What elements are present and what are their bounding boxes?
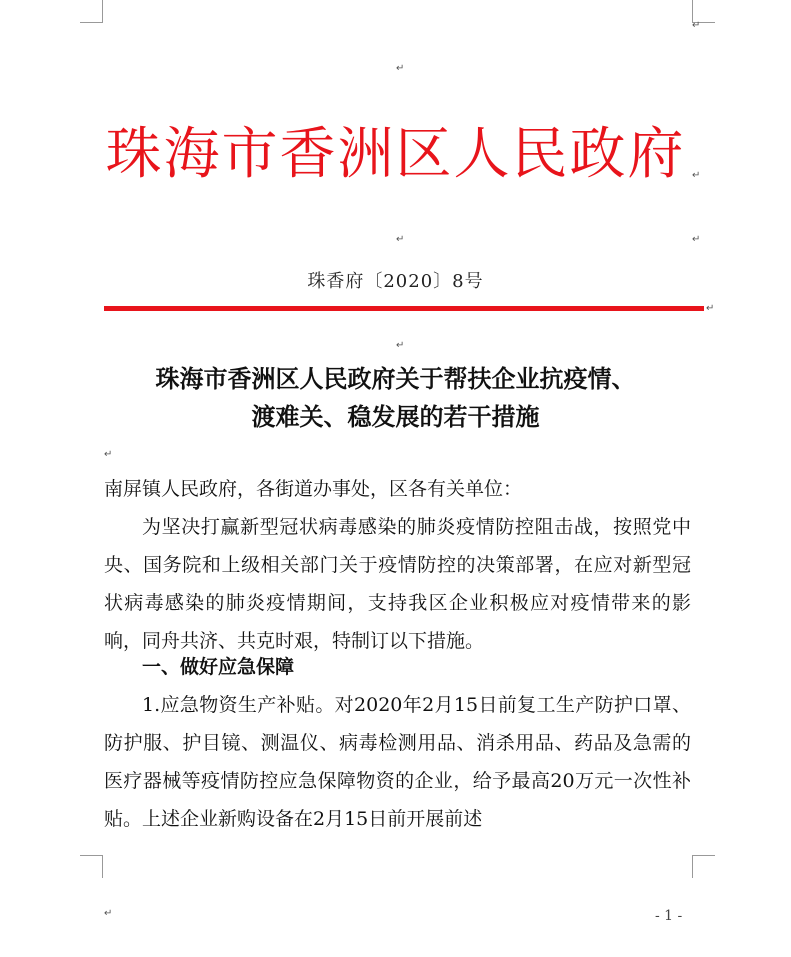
intro-paragraph: 为坚决打赢新型冠状病毒感染的肺炎疫情防控阻击战，按照党中央、国务院和上级相关部门关于疫情防控的决策部署，在应对新型冠状病毒感染的肺炎疫情期间，支持我区企业积极应对疫情带来的影响，同舟共济、共克时艰，特制订以下措施。 (104, 516, 691, 652)
paragraph-mark: ↵ (692, 234, 701, 245)
red-divider-line (104, 306, 704, 311)
paragraph-mark: ↵ (692, 20, 701, 31)
section-heading: 一、做好应急保障 (142, 656, 295, 678)
measure-paragraph: 1.应急物资生产补贴。对2020年2月15日前复工生产防护口罩、防护服、护目镜、测温仪、病毒检测用品、消杀用品、药品及急需的医疗器械等疫情防控应急保障物资的企业，给予最高20万元一次性补贴。上述企业新购设备在2月15日前开展前述 (104, 694, 691, 830)
paragraph-mark: ↵ (396, 234, 405, 245)
issuer-header: 珠海市香洲区人民政府 (105, 122, 686, 187)
paragraph-mark: ↵ (396, 63, 405, 74)
title-line-1: 珠海市香洲区人民政府关于帮扶企业抗疫情、 (155, 365, 636, 393)
paragraph-mark: ↵ (104, 908, 113, 919)
page-number: - 1 - (655, 908, 683, 924)
title-line-2: 渡难关、稳发展的若干措施 (251, 403, 540, 431)
paragraph-mark: ↵ (104, 449, 113, 460)
crop-mark-top-left (80, 0, 103, 23)
salutation: 南屏镇人民政府，各街道办事处，区各有关单位： (104, 478, 523, 500)
crop-mark-bottom-right (692, 855, 715, 878)
paragraph-mark: ↵ (706, 303, 715, 314)
paragraph-mark: ↵ (692, 170, 701, 181)
document-number: 珠香府〔2020〕8号 (307, 271, 484, 292)
crop-mark-bottom-left (80, 855, 103, 878)
paragraph-mark: ↵ (396, 340, 405, 351)
document-title (0, 360, 791, 436)
